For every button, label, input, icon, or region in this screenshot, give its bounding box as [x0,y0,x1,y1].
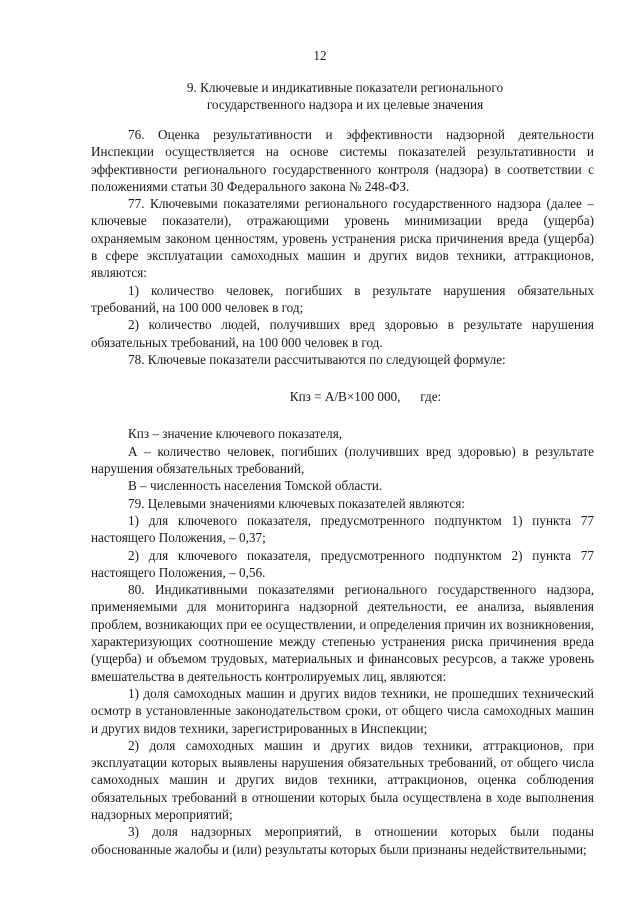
page-number: 12 [313,48,327,63]
definition: В – численность населения Томской области. [128,478,383,494]
paragraph: 78. Ключевые показатели рассчитываются по следующей формуле: [128,351,506,367]
paragraph: 79. Целевыми значениями ключевых показателей являются: [128,495,465,511]
list-item: 2) количество людей, получивших вред здоровью в результате нарушения обязательных требований, на 100 000 человек в год. [91,317,594,350]
list-item: 1) доля самоходных машин и других видов техники, не прошедших технический осмотр в установленные законодательством сроки, от общего числа самоходных машин и других видов техники, зарегистрированных в Инспекции; [91,685,594,736]
section-heading [95,79,595,114]
section-heading-line: государственного надзора и их целевые значения [206,97,484,113]
paragraph: 80. Индикативными показателями регионального государственного надзора, применяемыми для мониторинга надзорной деятельности, ее анализа, выявления проблем, возникающих при ее осуществлении, и определения причин их возникновения, характеризующих соотношение между степенью устранения риска причинения вреда (ущерба) и объемом трудовых, материальных и финансовых ресурсов, а также уровень вмешательства в деятельность контролируемых лиц, являются: [91,582,594,684]
paragraph: 77. Ключевыми показателями регионального государственного надзора (далее – ключевые показатели), отражающими уровень минимизации вреда (ущерба) охраняемым законом ценностям, уровень устранения риска причинения вреда (ущерба) в сфере эксплуатации самоходных машин и других видов техники, аттракционов, являются: [91,196,594,281]
document-body [91,126,594,858]
list-item: 1) количество человек, погибших в результате нарушения обязательных требований, на 100 000 человек в год; [91,282,594,315]
definition: А – количество человек, погибших (получивших вред здоровью) в результате нарушения обязательных требований, [91,443,594,477]
paragraph: 76. Оценка результативности и эффективности надзорной деятельности Инспекции осуществляется на основе системы показателей результативности и эффективности регионального государственного контроля (надзора) в соответствии с положениями статьи 30 Федерального закона № 248-ФЗ. [91,127,594,194]
list-item: 2) для ключевого показателя, предусмотренного подпунктом 2) пункта 77 настоящего Положения, – 0,56. [91,547,594,580]
formula: Кпз = А/В×100 000, где: [289,389,442,405]
list-item: 3) доля надзорных мероприятий, в отношении которых были поданы обоснованные жалобы и (или) результаты которых были признаны недействительными; [91,824,594,857]
definition: Кпз – значение ключевого показателя, [128,426,343,442]
list-item: 1) для ключевого показателя, предусмотренного подпунктом 1) пункта 77 настоящего Положения, – 0,37; [91,512,594,546]
list-item: 2) доля самоходных машин и других видов техники, аттракционов, при эксплуатации которых выявлены нарушения обязательных требований, от общего числа самоходных машин и других видов техники, аттракционов, оценка соблюдения обязательных требований в отношении которых была осуществлена в ходе выполнения надзорных мероприятий; [91,737,594,822]
section-heading-line: 9. Ключевые и индикативные показатели регионального [186,80,504,95]
